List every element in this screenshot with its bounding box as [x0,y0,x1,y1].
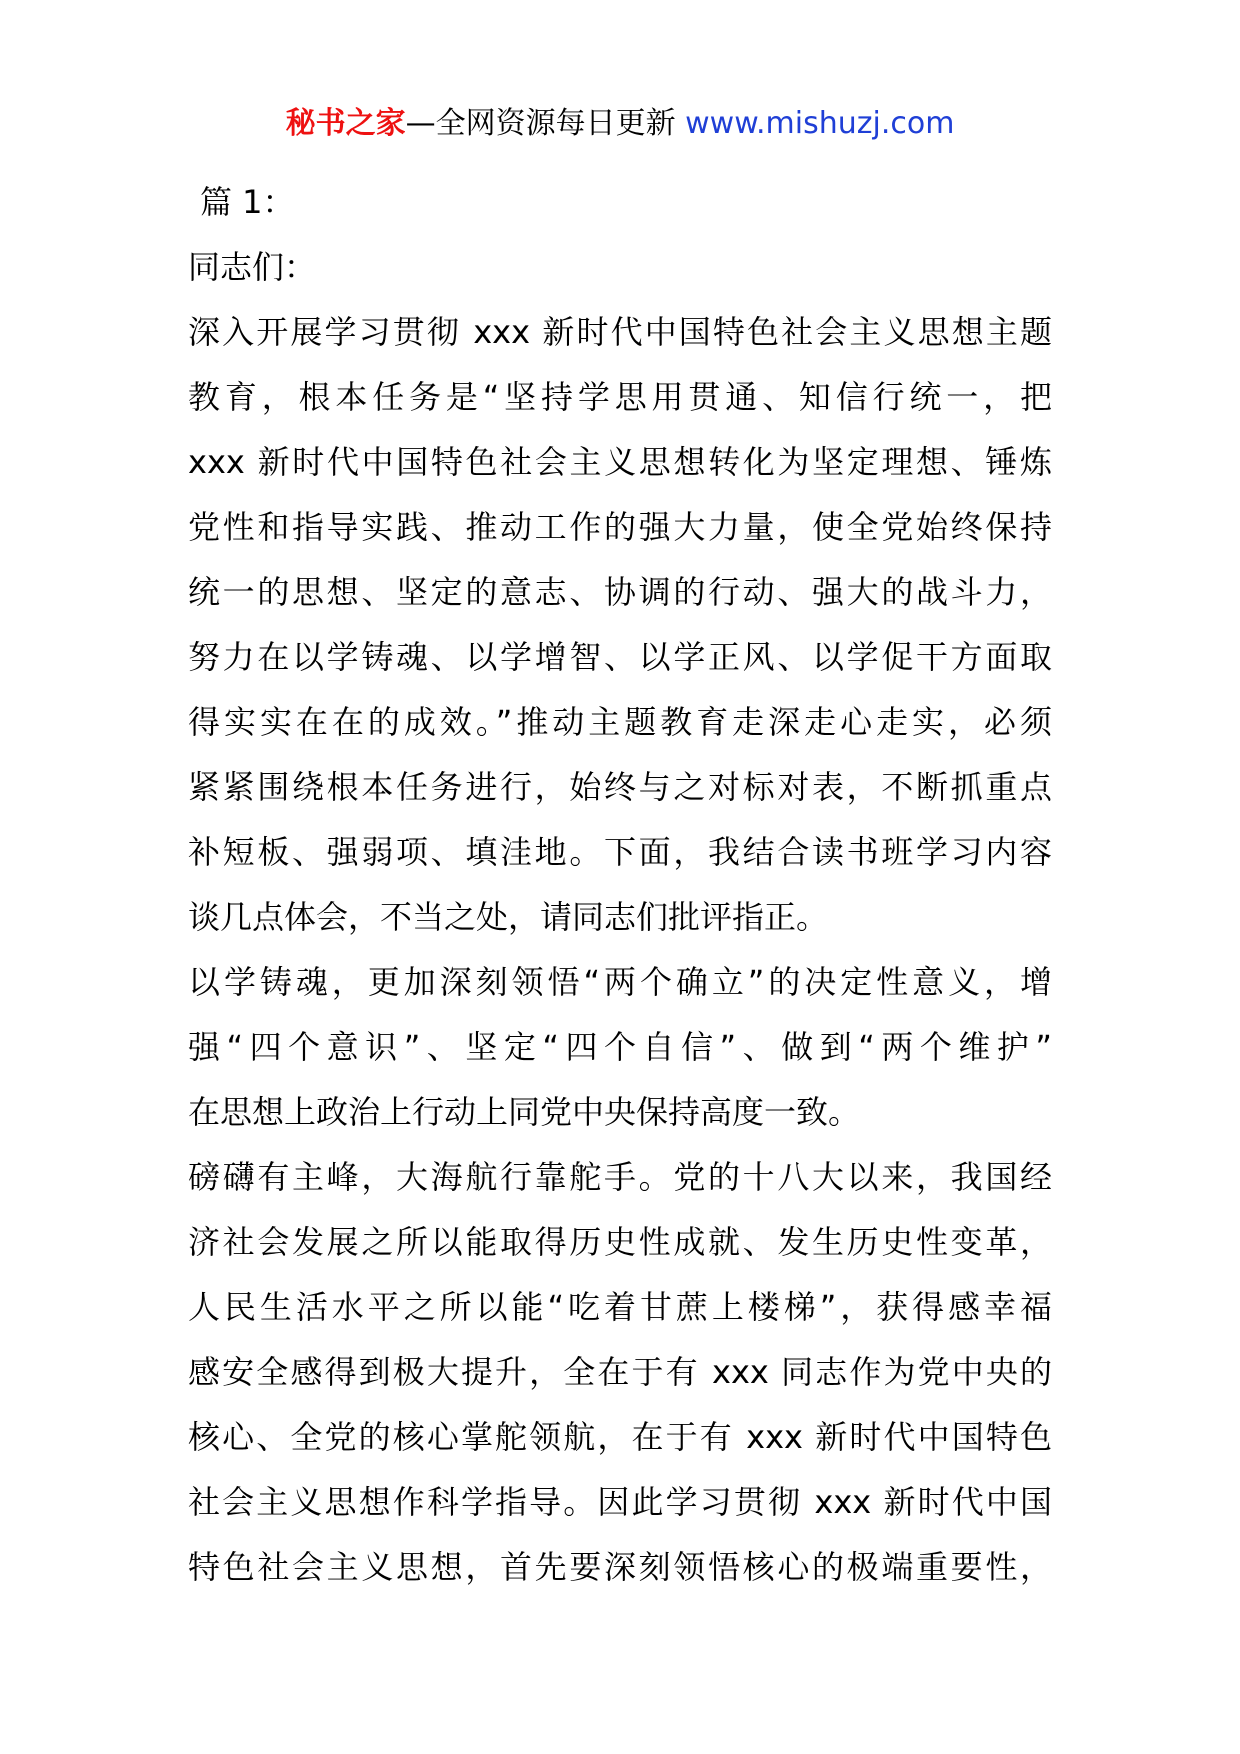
paragraph-2 [188,950,1052,1145]
text-line: 特色社会主义思想，首先要深刻领悟核心的极端重要性， [188,1548,1052,1586]
text-line: 济社会发展之所以能取得历史性成就、发生历史性变革， [188,1223,1052,1261]
text-line: 感安全感得到极大提升，全在于有 xxx 同志作为党中央的 [188,1353,1052,1391]
text-line: 以学铸魂，更加深刻领悟“两个确立”的决定性意义，增 [188,963,1052,1001]
page-header [0,102,1240,146]
text-line: 在思想上政治上行动上同党中央保持高度一致。 [188,1093,861,1131]
text-line: 教育，根本任务是“坚持学思用贯通、知信行统一，把 [188,378,1052,416]
text-line: 统一的思想、坚定的意志、协调的行动、强大的战斗力， [188,573,1052,611]
text-line: 努力在以学铸魂、以学增智、以学正风、以学促干方面取 [188,638,1052,676]
brand-name: 秘书之家 [285,106,406,141]
text-line: 得实实在在的成效。”推动主题教育走深走心走实，必须 [188,703,1052,741]
text-line: 强“四个意识”、坚定“四个自信”、做到“两个维护” [188,1028,1052,1066]
text-line: 社会主义思想作科学指导。因此学习贯彻 xxx 新时代中国 [188,1483,1052,1521]
text-line: 紧紧围绕根本任务进行，始终与之对标对表，不断抓重点 [188,768,1052,806]
website-link[interactable]: www.mishuzj.com [685,106,955,141]
text-line: xxx 新时代中国特色社会主义思想转化为坚定理想、锤炼 [188,443,1052,481]
text-line: 磅礴有主峰，大海航行靠舵手。党的十八大以来，我国经 [188,1158,1052,1196]
text-line: 人民生活水平之所以能“吃着甘蔗上楼梯”，获得感幸福 [188,1288,1052,1326]
chapter-heading: 篇 1： [200,183,295,221]
text-line: 补短板、强弱项、填洼地。下面，我结合读书班学习内容 [188,833,1052,871]
salutation: 同志们： [188,248,317,286]
text-line: 深入开展学习贯彻 xxx 新时代中国特色社会主义思想主题 [188,313,1052,351]
text-line: 党性和指导实践、推动工作的强大力量，使全党始终保持 [188,508,1052,546]
text-line: 谈几点体会，不当之处，请同志们批评指正。 [188,898,829,936]
paragraph-3 [188,1145,1052,1600]
document-body [188,170,1052,1600]
paragraph-1 [188,300,1052,950]
text-line: 核心、全党的核心掌舵领航，在于有 xxx 新时代中国特色 [188,1418,1052,1456]
header-slogan: —全网资源每日更新 [405,106,676,141]
